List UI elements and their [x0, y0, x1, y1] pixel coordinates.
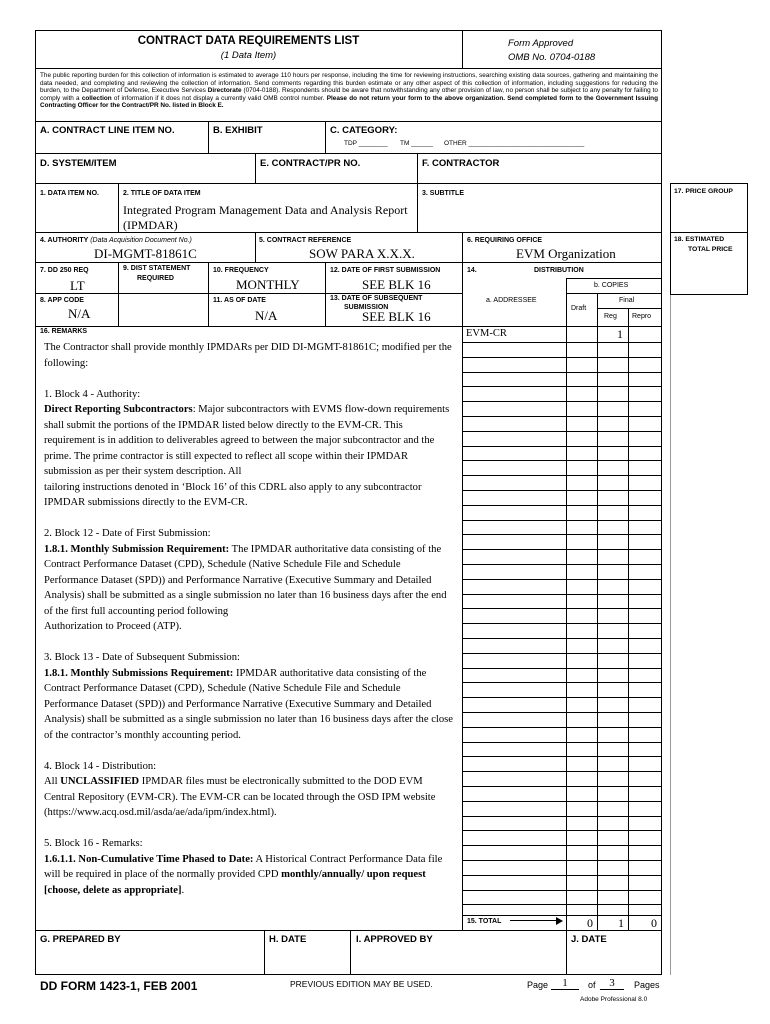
- rule-row-8: [35, 326, 462, 327]
- distribution-row-line: [462, 579, 661, 580]
- distribution-row-line: [462, 653, 661, 654]
- distribution-row-line: [462, 401, 661, 402]
- dist-total-rule: [462, 915, 662, 916]
- draft-label: Draft: [571, 305, 587, 312]
- remarks-b14-body: [44, 774, 456, 821]
- distribution-row-line: [462, 727, 661, 728]
- item18-label-2: TOTAL PRICE: [688, 246, 733, 253]
- item4-label-text: 4. AUTHORITY: [40, 237, 89, 244]
- total-draft: 0: [587, 916, 593, 930]
- block-j-label: J. DATE: [571, 934, 607, 945]
- total-label: 15. TOTAL: [467, 918, 502, 925]
- bottom-rule: [35, 930, 662, 931]
- header-divider: [462, 30, 463, 68]
- distribution-row-line: [462, 431, 661, 432]
- tm-text: TM: [400, 140, 410, 147]
- item2-value-line2: (IPMDAR): [123, 218, 178, 232]
- remarks-b12-head: 2. Block 12 - Date of First Submission:: [44, 528, 211, 539]
- remarks-b16-bold: 1.6.1.1. Non-Cumulative Time Phased to Date:: [44, 853, 254, 865]
- remarks-b13-text: IPMDAR authoritative data consisting of the Contract Performance Dataset (CPD), Schedule (Native Schedule File and Schedule Performance Dataset (SPD)) and Performance Narrative (Executive Summary and Detailed Analysis) shall be submitted as a single submission no later than 16 business days after the close of the contractor’s monthly accounting period.: [44, 667, 453, 741]
- remarks-b12-text: The IPMDAR authoritative data consisting of the Contract Performance Dataset (CPD), Schedule (Native Schedule File and Schedule Performance Dataset (SPD)) and Performance Narrative (Executive Summary and Detailed Analysis) shall be submitted as a single submission no later than 16 business days after the end of the first full accounting period following: [44, 543, 447, 617]
- item17-label: 17. PRICE GROUP: [674, 188, 733, 195]
- item3-label: 3. SUBTITLE: [422, 190, 465, 197]
- item6-label: 6. REQUIRING OFFICE: [467, 237, 543, 244]
- remarks-b14-pre: All: [44, 776, 61, 787]
- addressee-label: a. ADDRESSEE: [486, 297, 537, 304]
- rule-row-13: [325, 293, 462, 294]
- distribution-row-line: [462, 712, 661, 713]
- burden-text-3: of information if it does not display a currently valid OMB control number.: [113, 94, 325, 102]
- total-arrow: [510, 920, 560, 921]
- distribution-row-line: [462, 904, 661, 905]
- block-f-label: F. CONTRACTOR: [422, 158, 500, 169]
- distribution-row-line: [462, 801, 661, 802]
- remarks-b12-bold: 1.8.1. Monthly Submission Requirement:: [44, 543, 230, 555]
- rule-56: [462, 232, 463, 262]
- remarks-b16-bold2: monthly/annually/ upon request [choose, delete as appropriate]: [44, 869, 426, 896]
- item13-label-1: 13. DATE OF SUBSEQUENT: [330, 295, 423, 302]
- burden-text-2: (0704-0188). Respondents should be aware that notwithstanding any other provision of law, no person shall be subject to any penalty for failing to comply with a: [40, 87, 658, 102]
- item14-label: 14.: [467, 267, 477, 274]
- remarks-intro: The Contractor shall provide monthly IPMDARs per DID DI-MGMT-81861C; modified per the following:: [44, 342, 452, 369]
- item8-label: 8. APP CODE: [40, 297, 84, 304]
- distribution-row-line: [462, 845, 661, 846]
- distribution-row-line: [462, 505, 661, 506]
- item4-label: [40, 237, 192, 244]
- rule-row-4: [35, 262, 662, 263]
- distribution-row-line: [462, 534, 661, 535]
- other-text: OTHER: [444, 140, 467, 147]
- item5-label: 5. CONTRACT REFERENCE: [259, 237, 352, 244]
- burden-bold-1: Directorate: [207, 87, 242, 94]
- dist-col-reg: [597, 293, 598, 930]
- dist-addressee-1: EVM-CR: [466, 328, 507, 339]
- item7-label: 7. DD 250 REQ: [40, 267, 89, 274]
- right-margin-rule: [670, 295, 671, 975]
- item13-label-2: SUBMISSION: [344, 304, 389, 311]
- reg-label: Reg: [604, 313, 617, 320]
- form-id: DD FORM 1423-1, FEB 2001: [40, 979, 198, 993]
- item10-label: 10. FREQUENCY: [213, 267, 269, 274]
- remarks-b13-bold: 1.8.1. Monthly Submissions Requirement:: [44, 667, 234, 679]
- distribution-row-line: [462, 771, 661, 772]
- category-tdp: TDP ________: [344, 140, 388, 147]
- form-approved: Form Approved: [508, 38, 574, 49]
- total-repro: 0: [651, 916, 657, 930]
- item18-label-1: 18. ESTIMATED: [674, 236, 725, 243]
- rule-hi: [350, 930, 351, 975]
- block-h-label: H. DATE: [269, 934, 307, 945]
- rule-de: [255, 153, 256, 183]
- distribution-row-line: [462, 623, 661, 624]
- dist-header-rule: [462, 326, 662, 327]
- remarks-b16-end: .: [181, 884, 185, 896]
- remarks-b12-body2: Authorization to Proceed (ATP).: [44, 621, 182, 632]
- remarks-b16-head: 5. Block 16 - Remarks:: [44, 838, 143, 849]
- rule-row-d: [35, 183, 662, 184]
- distribution-row-line: [462, 460, 661, 461]
- remarks-b12-body: [44, 542, 456, 620]
- category-other: OTHER ________________________________: [444, 140, 585, 147]
- form-subtitle: (1 Data Item): [220, 50, 277, 61]
- distribution-row-line: [462, 668, 661, 669]
- rule-dist-1: [566, 278, 662, 279]
- of-label: of: [588, 980, 596, 990]
- previous-edition: PREVIOUS EDITION MAY BE USED.: [290, 979, 433, 989]
- distribution-row-line: [462, 742, 661, 743]
- distribution-label: DISTRIBUTION: [534, 267, 584, 274]
- distribution-row-line: [462, 490, 661, 491]
- item1-label: 1. DATA ITEM NO.: [40, 190, 99, 197]
- final-label: Final: [619, 297, 635, 304]
- copies-label: b. COPIES: [594, 282, 629, 289]
- page-label: Page: [527, 980, 549, 990]
- distribution-row-line: [462, 520, 661, 521]
- item5-value: SOW PARA X.X.X.: [309, 246, 415, 261]
- remarks-b4-body2: tailoring instructions denoted in ‘Block 16’ of this CDRL also apply to any subcontractor IPMDAR submissions directly to the EVM-CR.: [44, 481, 422, 508]
- item2-value-line1: Integrated Program Management Data and Analysis Report: [123, 203, 408, 217]
- distribution-row-line: [462, 416, 661, 417]
- item7-value: LT: [70, 278, 85, 293]
- rule-1012: [325, 262, 326, 326]
- remarks-b4-text: : Major subcontractors with EVMS flow-down requirements shall submit the portions of the IPMDAR listed below directly to the EVM-CR. This requirement is in addition to deliverables agreed to between the major subcontractor and the prime. The prime contractor is still expected to reflect all scope within their IPMDAR submission as per their system description. All: [44, 404, 450, 477]
- distribution-row-line: [462, 475, 661, 476]
- burden-bold-2: collection: [81, 94, 112, 102]
- block-a-label: A. CONTRACT LINE ITEM NO.: [40, 125, 175, 136]
- distribution-row-line: [462, 564, 661, 565]
- rule-ij: [566, 930, 567, 975]
- block-i-label: I. APPROVED BY: [356, 934, 433, 945]
- item8-value: N/A: [68, 306, 91, 321]
- item11-label: 11. AS OF DATE: [213, 297, 266, 304]
- rule-dist-2: [566, 293, 662, 294]
- distribution-row-line: [462, 342, 661, 343]
- item4-sublabel: (Data Acquisition Document No.): [90, 237, 192, 244]
- distribution-row-line: [462, 816, 661, 817]
- distribution-row-line: [462, 386, 661, 387]
- item10-value: MONTHLY: [236, 277, 300, 292]
- rule-row-a: [35, 153, 662, 154]
- rule-ab: [208, 121, 209, 153]
- distribution-row-line: [462, 357, 661, 358]
- form-title: CONTRACT DATA REQUIREMENTS LIST: [137, 35, 360, 47]
- distribution-row-line: [462, 638, 661, 639]
- rule-23: [417, 183, 418, 232]
- distribution-row-line: [462, 446, 661, 447]
- remarks-label: 16. REMARKS: [40, 328, 88, 335]
- distribution-row-line: [462, 860, 661, 861]
- distribution-row-line: [462, 608, 661, 609]
- block-b-label: B. EXHIBIT: [213, 125, 263, 136]
- repro-label: Repro: [632, 313, 652, 320]
- item11-value: N/A: [255, 308, 278, 323]
- distribution-row-line: [462, 682, 661, 683]
- remarks-b16-text: A Historical Contract Performance Data file will be required in place of the normally provided CPD: [44, 853, 443, 880]
- rule-12: [118, 183, 119, 232]
- item9-label-2: REQUIRED: [137, 275, 174, 282]
- remarks-b13-head: 3. Block 13 - Date of Subsequent Submission:: [44, 652, 240, 663]
- distribution-row-line: [462, 890, 661, 891]
- remarks-b4-head: 1. Block 4 - Authority:: [44, 388, 141, 400]
- remarks-b4-bold: Direct Reporting Subcontractors: [44, 404, 193, 415]
- dist-reg-copies-1: 1: [617, 327, 623, 341]
- distribution-row-line: [462, 875, 661, 876]
- total-arrow-head: [556, 917, 563, 925]
- distribution-row-line: [462, 697, 661, 698]
- item13-value: SEE BLK 16: [362, 309, 431, 324]
- burden-rule: [35, 121, 662, 122]
- item6-value: EVM Organization: [516, 246, 616, 261]
- burden-text-1: The public reporting burden for this collection of information is estimated to average 110 hours per response, including the time for reviewing instructions, searching existing data sources, gathering and maintaining the data needed, and completing and reviewing the collection of information. Send comments regarding this burden estimate or any other aspect of this collection of information, including suggestions for reducing the burden, to the Department of Defense, Executive Services: [40, 72, 658, 94]
- burden-statement: [40, 72, 658, 110]
- distribution-row-line: [462, 830, 661, 831]
- item4-value: DI-MGMT-81861C: [94, 246, 197, 261]
- category-tm: TM ______: [400, 140, 433, 147]
- rule-910: [208, 262, 209, 326]
- remarks-b14-text: IPMDAR files must be electronically submitted to the DOD EVM Central Repository (EVM-CR). The EVM-CR can be located through the OSD IPM website (https://www.acq.osd.mil/asda/ae/ada/ipm/index.html).: [44, 776, 436, 818]
- remarks-b14-head: 4. Block 14 - Distribution:: [44, 760, 157, 772]
- page-number: 1: [551, 977, 579, 990]
- remarks-b4-body: [44, 402, 456, 480]
- rule-ef: [417, 153, 418, 183]
- remarks-b13-body: [44, 666, 456, 744]
- page-total: 3: [600, 977, 624, 990]
- header-rule: [35, 68, 662, 69]
- adobe-version: Adobe Professional 8.0: [580, 996, 648, 1003]
- block-g-label: G. PREPARED BY: [40, 934, 121, 945]
- remarks-body: [44, 340, 456, 898]
- rule-row-1: [35, 232, 662, 233]
- distribution-row-line: [462, 372, 661, 373]
- distribution-row-line: [462, 786, 661, 787]
- rule-bc: [325, 121, 326, 153]
- burden-bold-3: Please do not return your form to the above organization. Send completed form to the Government Issuing Contracting Officer for the Contract/PR No. listed in Block E.: [40, 94, 658, 109]
- item2-label: 2. TITLE OF DATA ITEM: [123, 190, 201, 197]
- rule-45: [255, 232, 256, 262]
- rule-1214: [462, 262, 463, 326]
- pages-label: Pages: [634, 980, 660, 990]
- block-c-label: C. CATEGORY:: [330, 125, 398, 136]
- distribution-row-line: [462, 756, 661, 757]
- item9-label-1: 9. DIST STATEMENT: [123, 265, 191, 272]
- dist-col-draft: [566, 278, 567, 930]
- rule-row-7: [35, 293, 325, 294]
- block-e-label: E. CONTRACT/PR NO.: [260, 158, 361, 169]
- remarks-b14-bold: UNCLASSIFIED: [60, 776, 140, 787]
- rule-gh: [264, 930, 265, 975]
- rule-dist-3: [597, 308, 662, 309]
- distribution-row-line: [462, 549, 661, 550]
- omb-number: OMB No. 0704-0188: [508, 52, 596, 63]
- total-reg: 1: [618, 916, 624, 930]
- distribution-row-line: [462, 594, 661, 595]
- item12-label: 12. DATE OF FIRST SUBMISSION: [330, 267, 441, 274]
- block-d-label: D. SYSTEM/ITEM: [40, 158, 117, 169]
- remarks-b16-body: [44, 852, 456, 899]
- rule-79: [118, 262, 119, 326]
- item12-value: SEE BLK 16: [362, 277, 431, 292]
- tdp-text: TDP: [344, 140, 357, 147]
